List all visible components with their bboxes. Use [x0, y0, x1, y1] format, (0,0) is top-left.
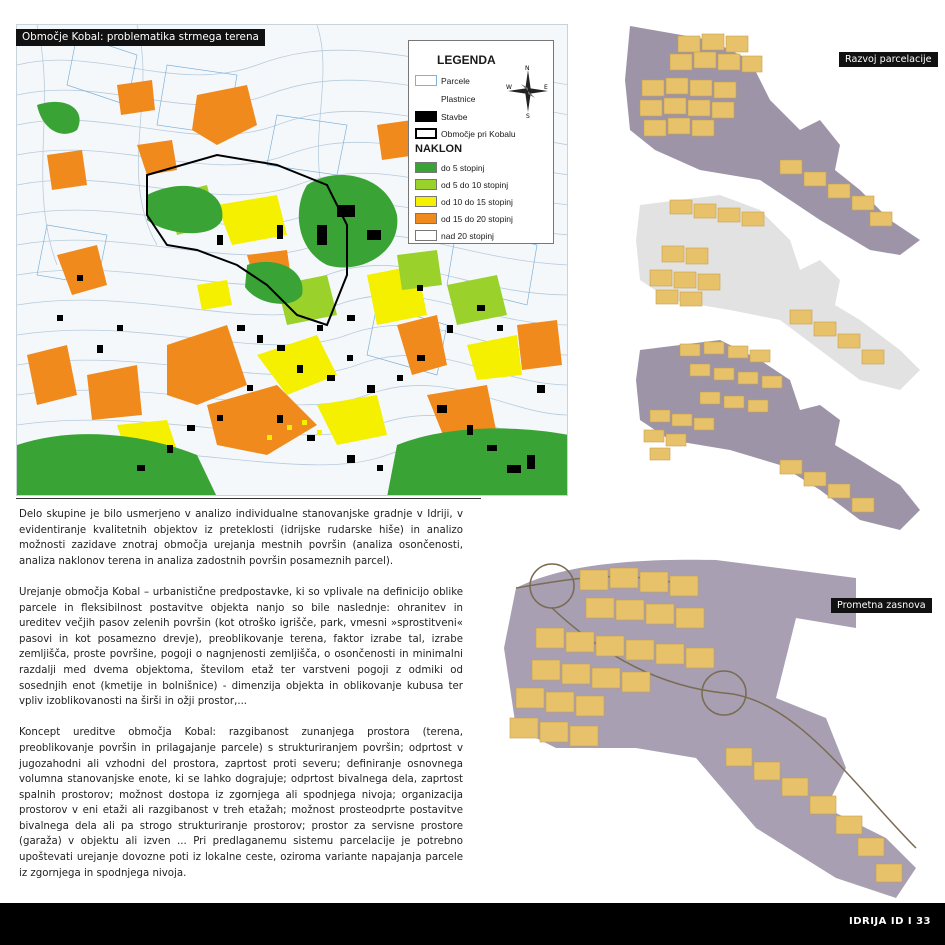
legend-slope-3	[415, 196, 513, 207]
naklon-title: NAKLON	[415, 143, 463, 155]
paragraph-premises: Urejanje območja Kobal – urbanistične predpostavke, ki so vplivale na definicijo oblike parcele in fleksibilnost postavitve objekta nanjo so bile naslednje: ohranitev in ureditev večjih pasov zelenih površin (kot otroško igrišče, park, vmesni »sprostitveni« pasovi in kot posamezno drevje), preoblikovanje terena, faktor izrabe tal, izrabe zemljišča, proste površine, pogoji o nagnjenosti zemljišča, o osončenosti in minimalni razdalji med dvema objektoma, številom etaž ter varstveni pogoji z odmiki od sosednjih enot (kmetije in bolnišnice) - dimenzija objekta in oblikovanje kubusa ter vpliv izoblikovanosti na širši in ožji prostor,...	[19, 586, 463, 708]
legend-swatch	[415, 75, 437, 86]
legend-slope-1	[415, 162, 484, 173]
legend-label: do 5 stopinj	[441, 162, 485, 173]
divider	[16, 498, 481, 499]
legend-swatch	[415, 93, 437, 104]
legend-label: Območje pri Kobalu	[441, 128, 516, 139]
legend-swatch	[415, 196, 437, 207]
compass-n: N	[525, 65, 530, 72]
legend-label: Parcele	[441, 75, 470, 86]
legend-label: nad 20 stopinj	[441, 230, 494, 241]
legend-title: LEGENDA	[437, 53, 496, 67]
legend-label: od 15 do 20 stopinj	[441, 213, 513, 224]
map-caption: Območje Kobal: problematika strmega terena	[16, 29, 265, 46]
legend-swatch	[415, 111, 437, 122]
paragraph-intro: Delo skupine je bilo usmerjeno v analizo individualne stanovanjske gradnje v Idriji, v evidentiranje kvalitetnih objektov iz preteklosti (idrijske rudarske hiše) in analizo možnosti zazidave znotraj območja urejanja mestnih površin (analiza osončenosti, analiza naklonov terena in analiza zadostnih površin posameznih parcel).	[19, 509, 463, 567]
body-text	[19, 507, 463, 897]
legend-swatch	[415, 162, 437, 173]
parcel-models-photo	[600, 20, 945, 560]
label-traffic-concept: Prometna zasnova	[831, 598, 932, 613]
legend-slope-5	[415, 230, 494, 241]
compass-w: W	[506, 84, 512, 91]
legend-swatch	[415, 128, 437, 139]
label-parcel-development: Razvoj parcelacije	[839, 52, 938, 67]
legend-item-buildings	[415, 111, 467, 122]
legend-label: Plastnice	[441, 93, 476, 104]
legend-label: od 5 do 10 stopinj	[441, 179, 509, 190]
legend-label: od 10 do 15 stopinj	[441, 196, 513, 207]
legend-slope-4	[415, 213, 513, 224]
legend-swatch	[415, 179, 437, 190]
paragraph-concept: Koncept ureditve območja Kobal: razgibanost zunanjega prostora (terena, preoblikovanje površin in prilagajanje parcele) s strukturiranjem površin; odprtost v jugozahodni ali vzhodni del prostora, zaprtost proti severu; definiranje osnovnega volumna stanovanjske enote, ki se lahko dograjuje; odprtost bivalnega dela, zaprtost spalnih prostorov; možnost dostopa iz zgornjega ali spodnjega nivoja; organizacija prostorov v eni etaži ali razgibanost v treh etažah; možnost prosteodprte postavitve bivalnega dela ali pa strogo strukturiranje prostorov; prostor za servisne prostore (garaža) v objektu ali izven ... Pri predlaganemu sistemu parcelacije je potrebno upoštevati urejanje dovozne poti iz lokalne ceste, oziroma variante napajanja parcele iz zgornjega in spodnjega nivoja.	[19, 727, 463, 879]
legend-item-kobal-area	[415, 128, 516, 139]
legend-item-contours	[415, 93, 476, 104]
legend-label: Stavbe	[441, 111, 468, 122]
page-folio: IDRIJA ID I 33	[848, 916, 931, 927]
compass-icon	[506, 64, 550, 118]
legend-item-parcels	[415, 75, 470, 86]
legend-swatch	[415, 230, 437, 241]
compass-s: S	[526, 113, 530, 118]
page-footer	[0, 903, 945, 945]
legend-slope-2	[415, 179, 508, 190]
legend-swatch	[415, 213, 437, 224]
compass-e: E	[544, 84, 548, 91]
